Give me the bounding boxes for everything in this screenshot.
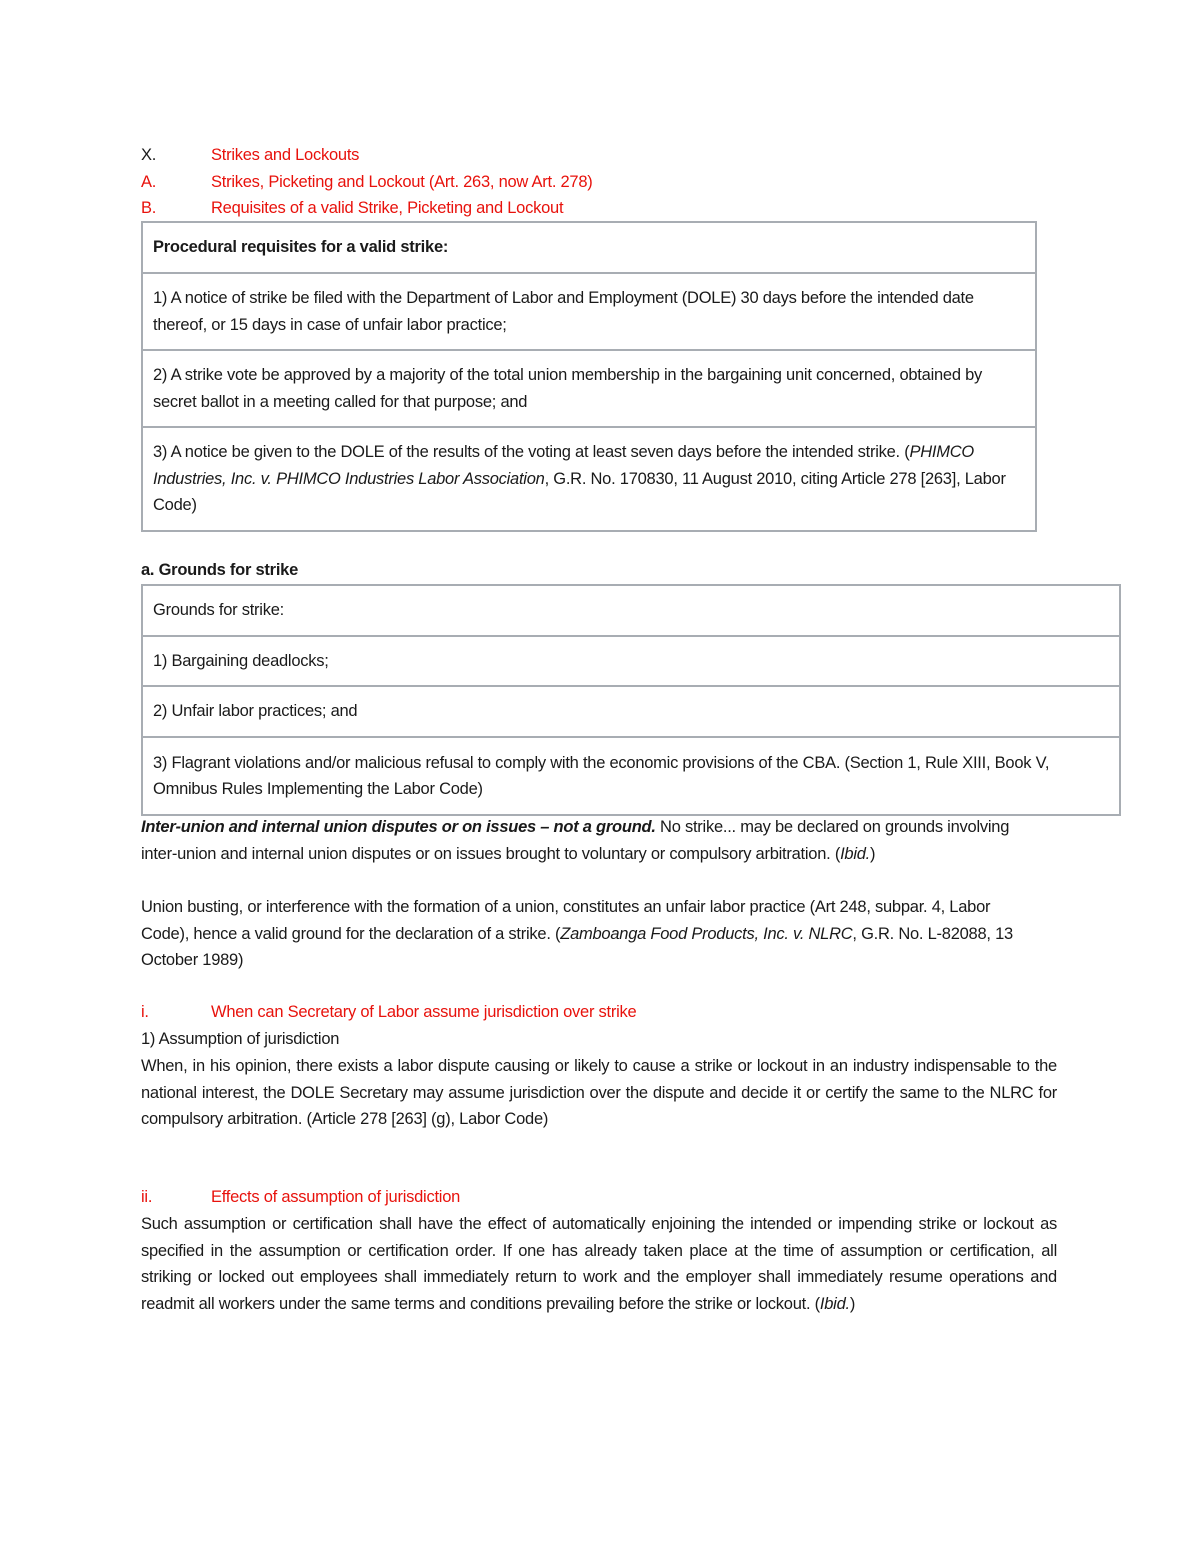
table-row: 2) Unfair labor practices; and [142, 686, 1120, 737]
heading-x [141, 142, 359, 168]
grounds-heading: a. Grounds for strike [141, 561, 299, 579]
table-row: 3) Flagrant violations and/or malicious refusal to comply with the economic provisions of the CBA. (Section 1, Rule XIII, Book V, Omnibus Rules Implementing the Labor Code) [142, 737, 1120, 815]
heading-title: Strikes, Picketing and Lockout (Art. 263, now Art. 278) [211, 173, 593, 191]
paragraph-text: Union busting, or interference with the formation of a union, constitutes an unfair labor practice (Art 248, subpar. 4, Labor Code), hence a valid ground for the declaration of a strike. ( [141, 898, 991, 943]
heading-number: ii. [141, 1188, 153, 1206]
heading-b [141, 195, 563, 221]
case-citation: Zamboanga Food Products, Inc. v. NLRC [560, 924, 853, 943]
heading-title: Strikes and Lockouts [211, 146, 360, 164]
subheading: 1) Assumption of jurisdiction [141, 1030, 340, 1048]
heading-i [141, 999, 636, 1025]
paragraph-text: , G.R. No. L-82088, 13 October 1989) [141, 924, 1013, 969]
table-row: 1) Bargaining deadlocks; [142, 636, 1120, 686]
table-header: Grounds for strike: [142, 585, 1120, 636]
heading-number: X. [141, 146, 157, 164]
effects-paragraph [141, 1211, 1057, 1317]
paragraph-lead: Inter-union and internal union disputes or on issues – not a ground. [141, 818, 656, 836]
row-text: , G.R. No. 170830, 11 August 2010, citing Article 278 [263], Labor Code) [153, 469, 1006, 515]
paragraph-text: No strike... may be declared on grounds involving inter-union and internal union disputes or on issues brought to voluntary or compulsory arbitration. ( [141, 818, 1010, 863]
ibid-citation: Ibid. [819, 1294, 850, 1313]
row-text: 3) A notice be given to the DOLE of the results of the voting at least seven days before the intended strike. ( [153, 443, 910, 462]
table-row: 1) A notice of strike be filed with the Department of Labor and Employment (DOLE) 30 days before the intended date thereof, or 15 days in case of unfair labor practice; [142, 273, 1036, 350]
table-row: 2) A strike vote be approved by a majority of the total union membership in the bargaining unit concerned, obtained by secret ballot in a meeting called for that purpose; and [142, 350, 1036, 427]
grounds-table [141, 584, 1121, 816]
heading-number: A. [141, 173, 157, 191]
table-header: Procedural requisites for a valid strike: [142, 222, 1036, 273]
paragraph-text: Such assumption or certification shall have the effect of automatically enjoining the intended or impending strike or lockout as specified in the assumption or certification order. If one has already taken place at the time of assumption or certification, all striking or locked out employees shall immediately return to work and the employer shall immediately resume operations and readmit all workers under the same terms and conditions prevailing before the strike or lockout. ( [141, 1215, 1057, 1313]
not-a-ground-paragraph [141, 814, 1041, 867]
case-citation: PHIMCO Industries, Inc. v. PHIMCO Industries Labor Association [153, 443, 974, 488]
procedural-requisites-table [141, 221, 1037, 532]
heading-title: Requisites of a valid Strike, Picketing and Lockout [211, 199, 564, 217]
heading-title: When can Secretary of Labor assume jurisdiction over strike [211, 1003, 637, 1021]
heading-number: B. [141, 199, 157, 217]
heading-ii [141, 1184, 460, 1210]
heading-a [141, 169, 593, 195]
assumption-paragraph: When, in his opinion, there exists a labor dispute causing or likely to cause a strike or lockout in an industry indispensable to the national interest, the DOLE Secretary may assume jurisdiction over the dispute and decide it or certify the same to the NLRC for compulsory arbitration. (Article 278 [263] (g), Labor Code) [141, 1057, 1057, 1128]
paragraph-text: ) [849, 1294, 856, 1313]
paragraph-text: ) [870, 844, 876, 863]
heading-number: i. [141, 1003, 149, 1021]
ibid-citation: Ibid. [840, 844, 871, 863]
union-busting-paragraph [141, 894, 1041, 974]
table-row [142, 427, 1036, 531]
heading-title: Effects of assumption of jurisdiction [211, 1188, 461, 1206]
